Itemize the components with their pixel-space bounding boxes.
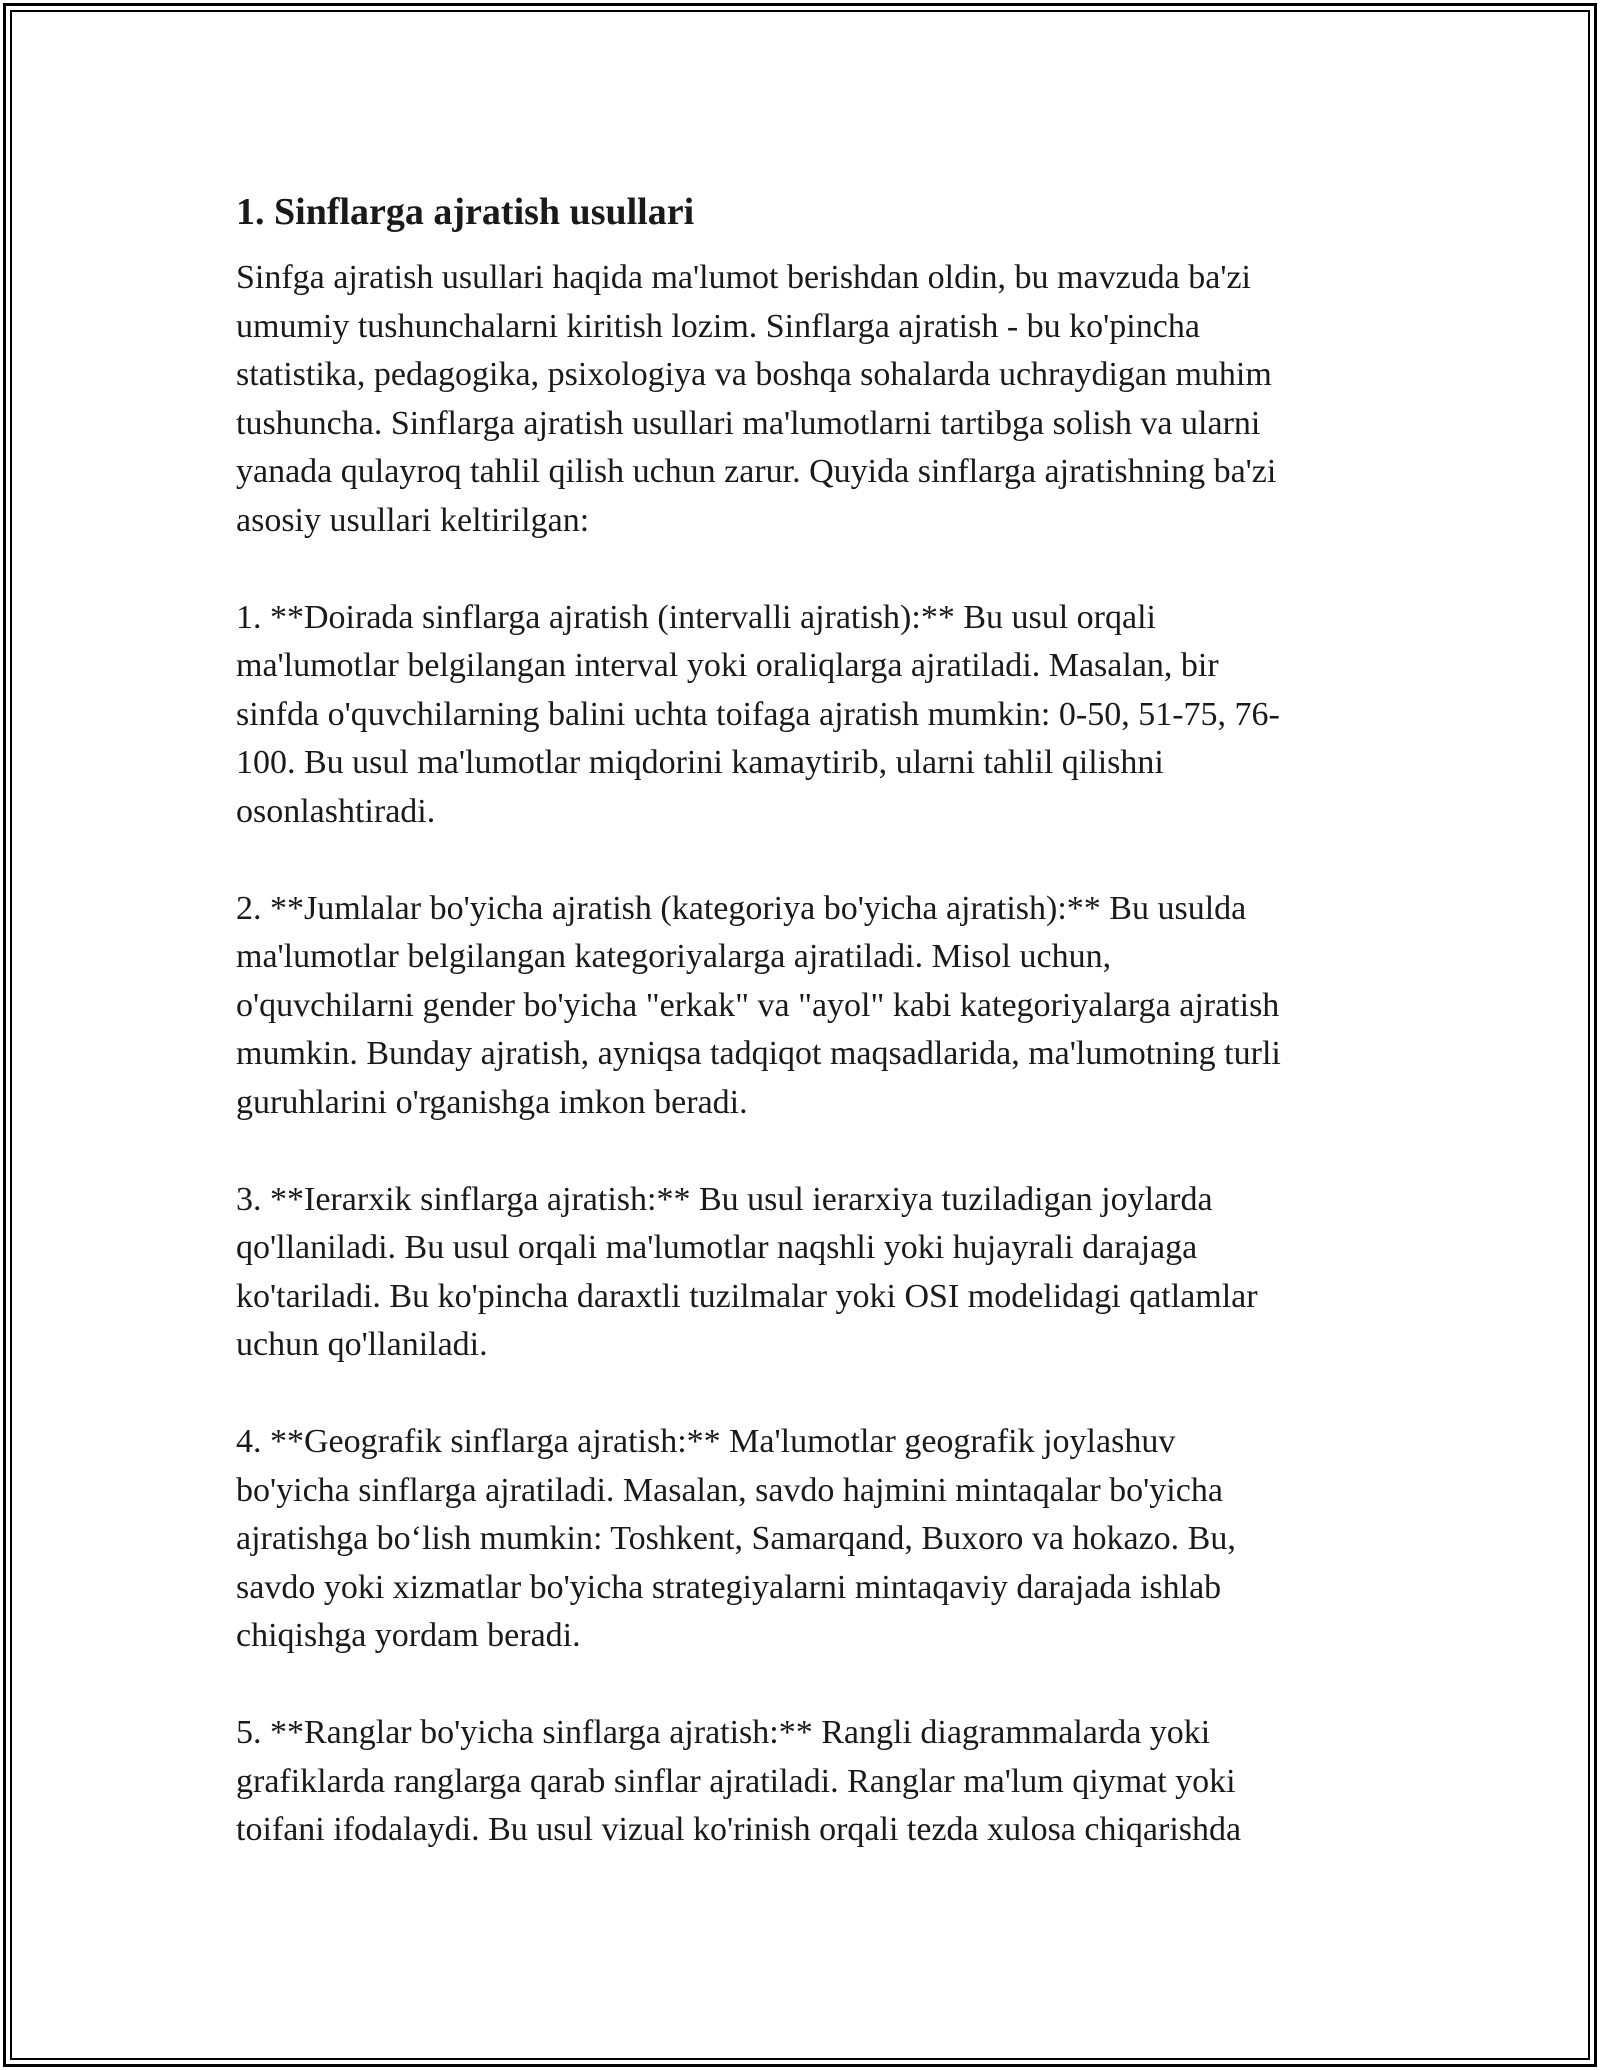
intro-paragraph [236, 254, 1376, 545]
paragraph-line: 5. **Ranglar bo'yicha sinflarga ajratish:** Rangli diagrammalarda yoki [236, 1714, 1211, 1751]
paragraph-line: bo'yicha sinflarga ajratiladi. Masalan, savdo hajmini mintaqalar bo'yicha [236, 1471, 1223, 1509]
paragraph-line: qo'llaniladi. Bu usul orqali ma'lumotlar naqshli yoki hujayrali darajaga [236, 1229, 1198, 1266]
paragraph-line: savdo yoki xizmatlar bo'yicha strategiyalarni mintaqaviy darajada ishlab [236, 1568, 1222, 1606]
document-body [236, 186, 1376, 1903]
page-title: 1. Sinflarga ajratish usullari [236, 191, 695, 233]
paragraph-line: ko'tariladi. Bu ko'pincha daraxtli tuzilmalar yoki OSI modelidagi qatlamlar [236, 1277, 1258, 1315]
list-item-interval [236, 594, 1376, 837]
paragraph-line: ajratishga bo‘lish mumkin: Toshkent, Samarqand, Buxoro va hokazo. Bu, [236, 1520, 1236, 1557]
paragraph-line: ma'lumotlar belgilangan kategoriyalarga ajratiladi. Misol uchun, [236, 938, 1112, 975]
paragraph-line: tushuncha. Sinflarga ajratish usullari ma'lumotlarni tartibga solish va ularni [236, 404, 1261, 442]
paragraph-line: Sinfga ajratish usullari haqida ma'lumot berishdan oldin, bu mavzuda ba'zi [236, 259, 1252, 296]
paragraph-line: guruhlarini o'rganishga imkon beradi. [236, 1083, 748, 1121]
paragraph-line: umumiy tushunchalarni kiritish lozim. Sinflarga ajratish - bu ko'pincha [236, 307, 1200, 345]
paragraph-line: 1. **Doirada sinflarga ajratish (intervalli ajratish):** Bu usul orqali [236, 598, 1156, 636]
paragraph-line: chiqishga yordam beradi. [236, 1617, 581, 1654]
paragraph-line: mumkin. Bunday ajratish, ayniqsa tadqiqot maqsadlarida, ma'lumotning turli [236, 1035, 1281, 1072]
paragraph-line: uchun qo'llaniladi. [236, 1326, 488, 1363]
paragraph-line: 2. **Jumlalar bo'yicha ajratish (kategoriya bo'yicha ajratish):** Bu usulda [236, 889, 1247, 927]
paragraph-line: statistika, pedagogika, psixologiya va boshqa sohalarda uchraydigan muhim [236, 356, 1272, 393]
paragraph-line: ma'lumotlar belgilangan interval yoki oraliqlarga ajratiladi. Masalan, bir [236, 647, 1219, 684]
paragraph-line: o'quvchilarni gender bo'yicha "erkak" va "ayol" kabi kategoriyalarga ajratish [236, 986, 1280, 1024]
list-item-hierarchical [236, 1176, 1376, 1370]
paragraph-line: 4. **Geografik sinflarga ajratish:** Ma'lumotlar geografik joylashuv [236, 1423, 1176, 1460]
paragraph-line: sinfda o'quvchilarning balini uchta toifaga ajratish mumkin: 0-50, 51-75, 76- [236, 695, 1280, 733]
paragraph-line: 100. Bu usul ma'lumotlar miqdorini kamaytirib, ularni tahlil qilishni [236, 744, 1164, 781]
list-item-colors [236, 1709, 1376, 1855]
paragraph-line: toifani ifodalaydi. Bu usul vizual ko'rinish orqali tezda xulosa chiqarishda [236, 1811, 1242, 1848]
paragraph-line: 3. **Ierarxik sinflarga ajratish:** Bu usul ierarxiya tuziladigan joylarda [236, 1180, 1213, 1218]
paragraph-line: grafiklarda ranglarga qarab sinflar ajratiladi. Ranglar ma'lum qiymat yoki [236, 1762, 1236, 1800]
paragraph-line: asosiy usullari keltirilgan: [236, 501, 590, 539]
paragraph-line: osonlashtiradi. [236, 792, 436, 830]
paragraph-line: yanada qulayroq tahlil qilish uchun zarur. Quyida sinflarga ajratishning ba'zi [236, 453, 1277, 490]
list-item-geographic [236, 1418, 1376, 1661]
list-item-category [236, 885, 1376, 1128]
